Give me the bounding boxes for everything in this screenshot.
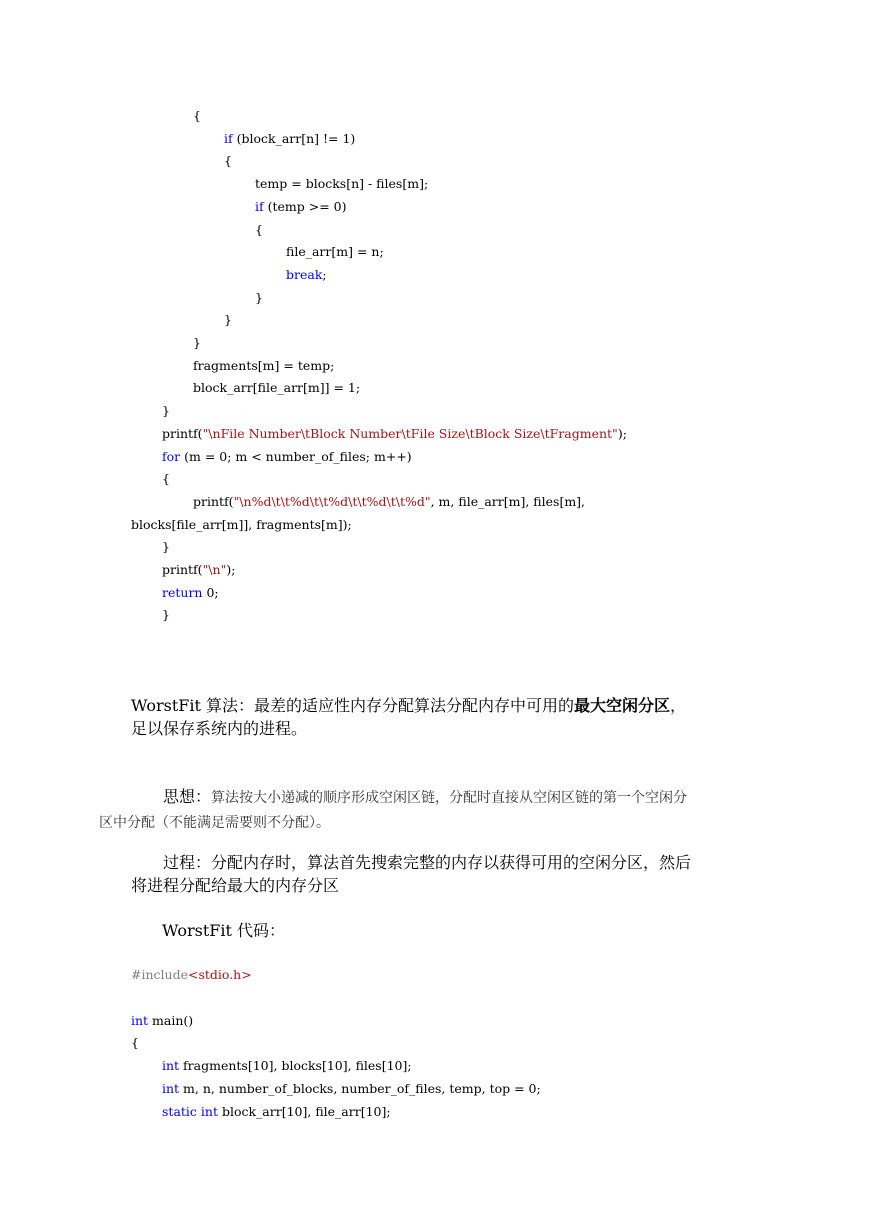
thought-label: 思想： [163, 787, 212, 806]
code-line [193, 377, 360, 399]
code-line [193, 491, 585, 513]
code-token: int [162, 1081, 180, 1096]
code-token: (temp >= 0) [263, 198, 347, 214]
code-token: ); [617, 425, 627, 441]
code-token: for [162, 448, 181, 464]
thought-text-1: 算法按大小递减的顺序形成空闲区链，分配时直接从空闲区链的第一个空闲分 [211, 790, 688, 806]
code-line [131, 1032, 139, 1054]
code-token: ; [322, 266, 327, 282]
code-token: temp = blocks[n] - files[m]; [255, 176, 429, 192]
process-line2: 将进程分配给最大的内存分区 [131, 876, 340, 895]
code-line [162, 468, 170, 490]
code-token: block_arr[file_arr[m]] = 1; [193, 380, 361, 396]
code-token: fragments[10], blocks[10], files[10]; [179, 1058, 412, 1073]
code-token: printf( [193, 493, 234, 509]
code-token: main() [148, 1013, 194, 1028]
process-line1: 过程：分配内存时，算法首先搜索完整的内存以获得可用的空闲分区，然后 [163, 853, 692, 872]
code-line [255, 219, 263, 241]
code-token: (m = 0; m < number_of_files; m++) [180, 448, 412, 464]
intro-line2: 足以保存系统内的进程。 [131, 719, 308, 738]
code-token: printf( [162, 425, 203, 441]
code-token: (block_arr[n] != 1) [232, 130, 356, 146]
code-line [193, 332, 201, 354]
code-token: 0; [202, 584, 219, 600]
code-line [162, 559, 235, 581]
code-line [193, 105, 201, 127]
thought-paragraph [99, 785, 741, 835]
code-token: int [131, 1013, 149, 1028]
code-token: int [200, 1104, 218, 1119]
code-token: } [224, 312, 232, 328]
code-token: "\n" [202, 562, 227, 577]
code-line [255, 287, 263, 309]
code-token: break [286, 266, 323, 282]
code-line [224, 150, 232, 172]
code-token: printf( [162, 562, 203, 577]
code-line [162, 446, 412, 468]
code-line [193, 355, 334, 377]
code-token: { [193, 108, 201, 123]
intro-bold: 最大空闲分区 [574, 696, 671, 715]
thought-text-2: 区中分配（不能满足需要则不分配）。 [99, 815, 330, 831]
code-line [162, 536, 170, 558]
code-token: "\nFile Number\tBlock Number\tFile Size\tBlock Size\tFragment" [202, 425, 618, 441]
code-token: { [255, 221, 263, 237]
intro-prefix: WorstFit 算法：最差的适应性内存分配算法分配内存中可用的 [131, 696, 575, 715]
code-line [286, 241, 384, 263]
intro-suffix: ， [670, 696, 687, 715]
code-line [162, 1078, 541, 1100]
code-token: static [162, 1104, 197, 1119]
code-line [131, 964, 252, 986]
code-token: <stdio.h> [187, 967, 252, 982]
process-paragraph [131, 851, 741, 897]
code-token: block_arr[10], file_arr[10]; [217, 1104, 391, 1119]
code-token: } [193, 335, 201, 350]
code-line [255, 173, 428, 195]
code-token: , m, file_arr[m], files[m], [430, 493, 586, 509]
code-line [224, 128, 355, 150]
code-line [162, 400, 170, 422]
code-token: { [224, 153, 232, 169]
code-token: file_arr[m] = n; [286, 244, 384, 260]
code-line [131, 1010, 193, 1032]
code-token: } [162, 607, 170, 623]
code-token: { [131, 1035, 139, 1050]
code-line [286, 264, 327, 286]
code-line [131, 514, 352, 536]
code-heading: WorstFit 代码： [162, 921, 286, 940]
code-token: "\n%d\t\t%d\t\t%d\t\t%d\t\t%d" [233, 493, 431, 509]
code-line [162, 1101, 391, 1123]
code-token: if [224, 130, 233, 146]
code-token: m, n, number_of_blocks, number_of_files, temp, top = 0; [179, 1081, 541, 1096]
code-token: } [255, 289, 263, 305]
code-token: if [255, 198, 264, 214]
worstfit-intro [131, 694, 741, 740]
code-line [255, 196, 346, 218]
code-line [224, 309, 232, 331]
code-token: #include [131, 967, 188, 982]
code-line [162, 582, 219, 604]
code-token: return [162, 584, 203, 600]
code-token: ); [226, 562, 236, 577]
code-token: } [162, 539, 170, 555]
code-token: } [162, 403, 170, 419]
code-token: { [162, 471, 170, 487]
code-token: int [162, 1058, 180, 1073]
code-line [162, 423, 627, 445]
code-line [162, 1055, 412, 1077]
code-line [162, 604, 170, 626]
code-token: fragments[m] = temp; [193, 357, 335, 373]
code-token: blocks[file_arr[m]], fragments[m]); [131, 516, 352, 532]
